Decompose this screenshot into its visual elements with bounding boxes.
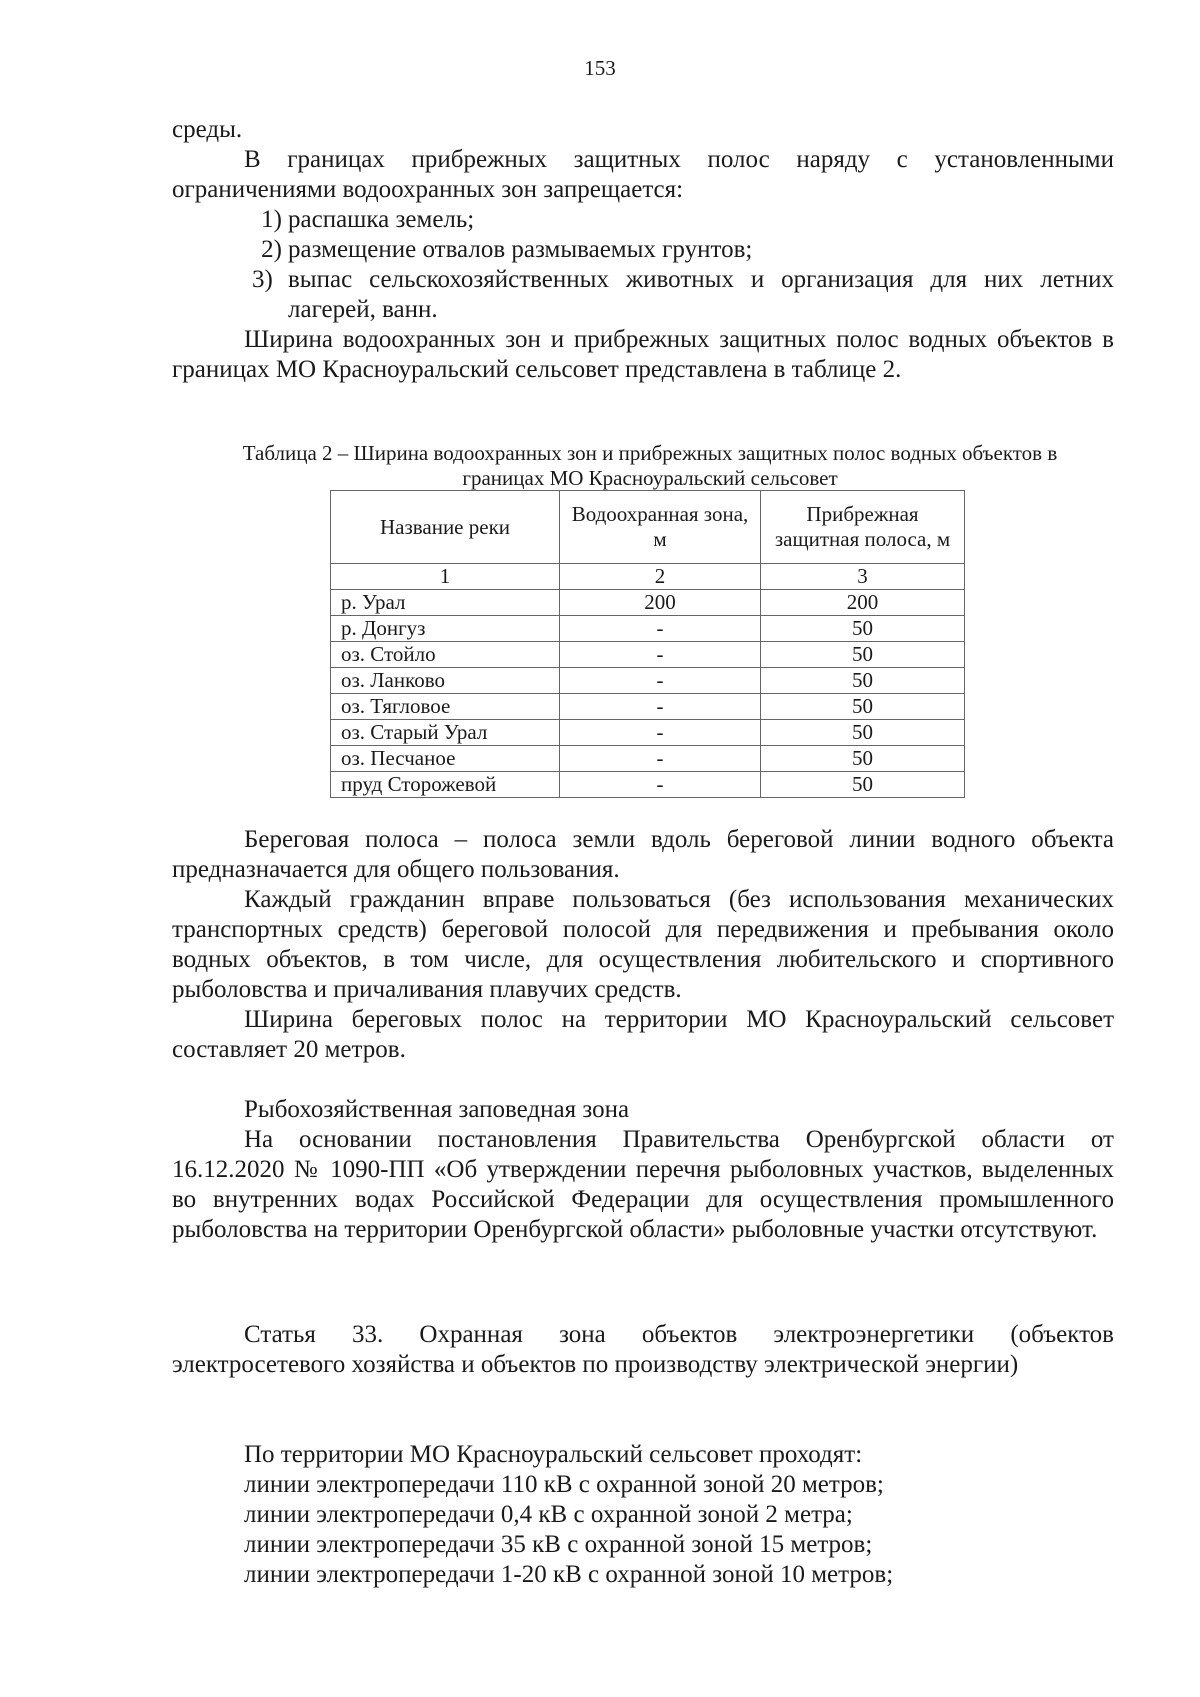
paragraph-citizen-rights: Каждый гражданин вправе пользоваться (без использования механических транспортных средств) береговой полосой для передвижения и пребывания около водных объектов, в том числе, для осуществления любительского и спортивного рыболовства и причаливания плавучих средств. [172, 886, 1114, 1003]
power-line-item: линии электропередачи 1-20 кВ с охранной зоной 10 метров; [244, 1561, 894, 1588]
water-protection-table [330, 490, 965, 798]
zone-width: - [560, 772, 761, 798]
list-item-text: выпас сельскохозяйственных животных и организация для них летних лагерей, ванн. [288, 266, 1114, 323]
paragraph-fish-zone: На основании постановления Правительства Оренбургской области от 16.12.2020 № 1090-ПП «Об утверждении перечня рыболовных участков, выделенных во внутренних водах Российской Федерации для осуществления промышленного рыболовства на территории Оренбургской области» рыболовные участки отсутствуют. [172, 1126, 1114, 1243]
paragraph-shore-width: Ширина береговых полос на территории МО Красноуральский сельсовет составляет 20 метров. [172, 1006, 1114, 1063]
river-name: оз. Старый Урал [331, 720, 560, 746]
table-row [331, 668, 965, 694]
paragraph-restrictions: В границах прибрежных защитных полос наряду с установленными ограничениями водоохранных зон запрещается: [172, 146, 1114, 203]
zone-width: 200 [560, 590, 761, 616]
strip-width: 50 [761, 668, 965, 694]
river-name: р. Урал [331, 590, 560, 616]
zone-width: - [560, 694, 761, 720]
table-column-numbers-row [331, 564, 965, 590]
paragraph-width: Ширина водоохранных зон и прибрежных защитных полос водных объектов в границах МО Красноуральский сельсовет представлена в таблице 2. [172, 326, 1114, 383]
list-item-number: 1) [261, 206, 282, 233]
table-header-row [331, 491, 965, 564]
header-water-protection-zone: Водоохранная зона, м [560, 491, 761, 564]
river-name: р. Донгуз [331, 616, 560, 642]
river-name: оз. Тягловое [331, 694, 560, 720]
power-lines-intro: По территории МО Красноуральский сельсовет проходят: [244, 1441, 863, 1468]
list-item-text: размещение отвалов размываемых грунтов; [288, 236, 753, 263]
column-number: 2 [560, 564, 761, 590]
table-row [331, 642, 965, 668]
zone-width: - [560, 746, 761, 772]
power-line-item: линии электропередачи 0,4 кВ с охранной зоной 2 метра; [244, 1501, 853, 1528]
table-row [331, 694, 965, 720]
paragraph-top: среды. [172, 116, 243, 143]
table-row [331, 616, 965, 642]
list-item-number: 2) [261, 236, 282, 263]
river-name: пруд Сторожевой [331, 772, 560, 798]
table-row [331, 746, 965, 772]
list-item [172, 265, 1114, 325]
strip-width: 50 [761, 694, 965, 720]
zone-width: - [560, 720, 761, 746]
list-item [172, 205, 1114, 235]
article-33-heading: Статья 33. Охранная зона объектов электроэнергетики (объектов электросетевого хозяйства и объектов по производству электрической энергии) [172, 1321, 1114, 1378]
river-name: оз. Ланково [331, 668, 560, 694]
zone-width: - [560, 642, 761, 668]
zone-width: - [560, 616, 761, 642]
table-row [331, 720, 965, 746]
table-row [331, 590, 965, 616]
river-name: оз. Песчаное [331, 746, 560, 772]
column-number: 3 [761, 564, 965, 590]
header-coastal-strip: Прибрежная защитная полоса, м [761, 491, 965, 564]
power-line-item: линии электропередачи 110 кВ с охранной зоной 20 метров; [244, 1471, 884, 1498]
fish-zone-heading: Рыбохозяйственная заповедная зона [244, 1096, 630, 1123]
power-line-item: линии электропередачи 35 кВ с охранной зоной 15 метров; [244, 1531, 873, 1558]
list-item [172, 235, 1114, 265]
table-caption: Таблица 2 – Ширина водоохранных зон и прибрежных защитных полос водных объектов в границах МО Красноуральский сельсовет [242, 441, 1058, 490]
list-item-text: распашка земель; [288, 206, 475, 233]
strip-width: 200 [761, 590, 965, 616]
restrictions-list [172, 205, 1114, 325]
strip-width: 50 [761, 772, 965, 798]
strip-width: 50 [761, 616, 965, 642]
table-row [331, 772, 965, 798]
list-item-number: 3) [252, 266, 273, 293]
column-number: 1 [331, 564, 560, 590]
zone-width: - [560, 668, 761, 694]
header-river-name: Название реки [331, 491, 560, 564]
page-number: 153 [584, 56, 616, 80]
paragraph-shore-strip: Береговая полоса – полоса земли вдоль береговой линии водного объекта предназначается для общего пользования. [172, 826, 1114, 883]
strip-width: 50 [761, 642, 965, 668]
river-name: оз. Стойло [331, 642, 560, 668]
strip-width: 50 [761, 720, 965, 746]
strip-width: 50 [761, 746, 965, 772]
